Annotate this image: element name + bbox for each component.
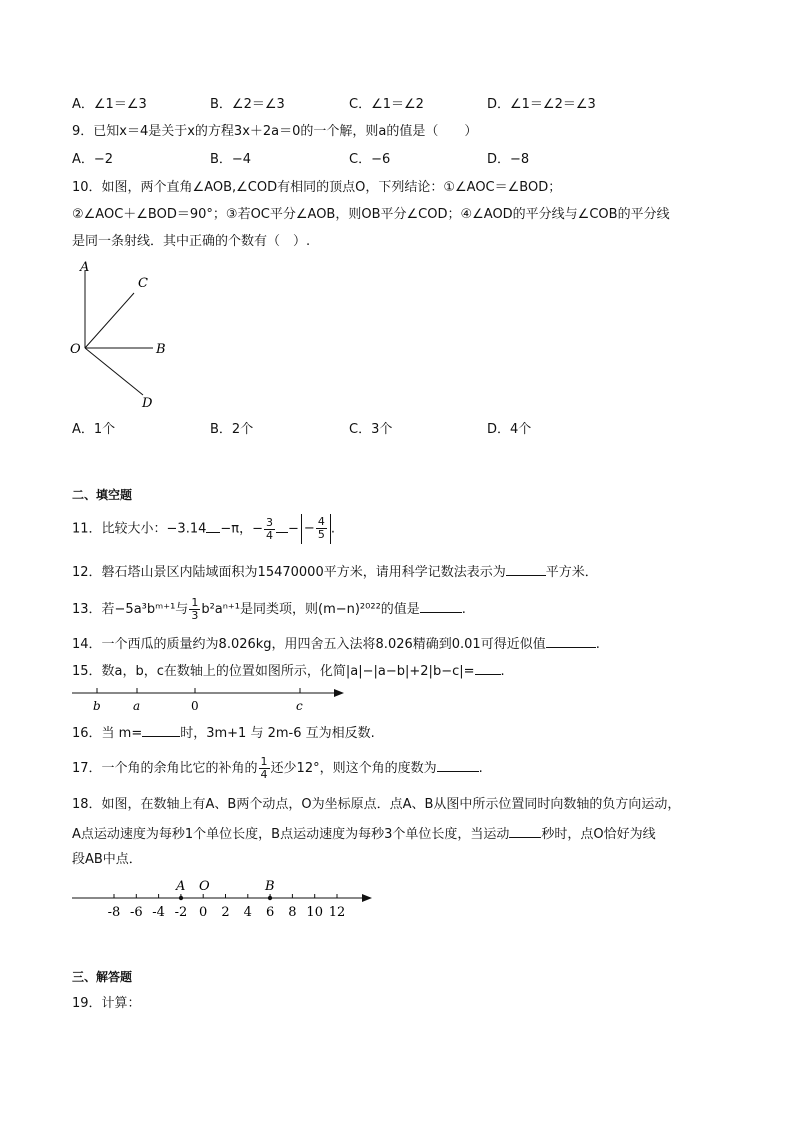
q12-stem xyxy=(72,562,598,582)
q18-number-line xyxy=(68,874,378,922)
label-point-b: B xyxy=(265,879,275,894)
q9-option-a: A．−2 xyxy=(72,152,114,167)
q11-blank-1[interactable] xyxy=(206,519,220,533)
q13-prefix: 13．若−5a³bᵐ⁺¹与 xyxy=(72,602,189,617)
q9-stem: 9．已知x＝4是关于x的方程3x＋2a＝0的一个解，则a的值是（ ） xyxy=(72,124,478,139)
q15-text: 15．数a，b，c在数轴上的位置如图所示，化简|a|−|a−b|+2|b−c|= xyxy=(72,664,475,679)
label-c: C xyxy=(138,276,148,291)
tick-label: 6 xyxy=(265,905,275,920)
tick-label: -4 xyxy=(152,905,165,920)
q17-end: . xyxy=(478,761,483,776)
q11-end: . xyxy=(330,521,335,537)
q17-fraction: $\frac{1}{4}$ xyxy=(260,755,268,781)
tick-label: 2 xyxy=(221,905,230,920)
q12-blank[interactable] xyxy=(506,562,546,576)
arrow-icon xyxy=(334,689,344,697)
label-b: B xyxy=(156,342,166,357)
q15-number-line xyxy=(68,684,348,716)
q14-blank[interactable] xyxy=(546,634,596,648)
q10-angle-figure xyxy=(64,256,184,414)
q11-prefix: 11．比较大小：−3.14 xyxy=(72,521,207,537)
q16-stem xyxy=(72,723,375,743)
tick-label: -2 xyxy=(174,905,188,920)
label-a: a xyxy=(133,699,141,713)
q9-option-d: D．−8 xyxy=(487,152,530,167)
q11-abs: − $\frac{4}{5}$ xyxy=(301,514,331,544)
q17-mid: 还少12°，则这个角的度数为 xyxy=(270,761,437,776)
q16-prefix: 16．当 m= xyxy=(72,726,143,741)
q13-mid: b²aⁿ⁺¹是同类项，则(m−n)²⁰²²的值是 xyxy=(201,602,420,617)
q18-stem-line1: 18．如图，在数轴上有A、B两个动点，O为坐标原点．点A、B从图中所示位置同时向数轴的负方向运动， xyxy=(72,797,681,812)
point-a-marker xyxy=(179,896,183,900)
label-o: O xyxy=(70,342,81,357)
q11-fraction-1: $\frac{3}{4}$ xyxy=(266,515,274,542)
q16-blank[interactable] xyxy=(142,723,180,737)
q14-text: 14．一个西瓜的质量约为8.026kg，用四舍五入法将8.026精确到0.01可得近似值 xyxy=(72,637,546,652)
q10-stem-line2: ②∠AOC＋∠BOD＝90°；③若OC平分∠AOB，则OB平分∠COD；④∠AOD的平分线与∠COB的平分线 xyxy=(72,207,670,222)
q18-blank[interactable] xyxy=(509,824,541,838)
q11-stem xyxy=(72,514,335,545)
q8-option-b: B．∠2＝∠3 xyxy=(210,97,285,112)
q10-option-a: A．1个 xyxy=(72,422,116,437)
q18-line2b: 秒时，点O恰好为线 xyxy=(541,827,656,842)
label-zero: 0 xyxy=(191,699,199,713)
q14-stem xyxy=(72,634,600,654)
label-b: b xyxy=(93,699,101,713)
q13-end: . xyxy=(461,602,466,617)
q8-option-d: D．∠1＝∠2＝∠3 xyxy=(487,97,596,112)
q13-fraction: $\frac{1}{3}$ xyxy=(191,596,199,622)
q17-blank[interactable] xyxy=(437,758,479,772)
q10-stem-line3: 是同一条射线．其中正确的个数有（ ）. xyxy=(72,234,311,249)
section-fill-in-heading: 二、填空题 xyxy=(72,488,133,502)
tick-label: -6 xyxy=(129,905,143,920)
section-answer-heading: 三、解答题 xyxy=(72,970,133,984)
point-b-marker xyxy=(268,896,272,900)
q18-line2a: A点运动速度为每秒1个单位长度，B点运动速度为每秒3个单位长度，当运动 xyxy=(72,827,510,842)
tick-label: -8 xyxy=(107,905,121,920)
q12-text: 12．磐石塔山景区内陆域面积为15470000平方米，请用科学记数法表示为 xyxy=(72,565,506,580)
q17-stem xyxy=(72,754,483,784)
q8-option-c: C．∠1＝∠2 xyxy=(349,97,424,112)
tick-label: 12 xyxy=(328,905,346,920)
q9-option-c: C．−6 xyxy=(349,152,391,167)
label-point-a: A xyxy=(176,879,186,894)
q19-stem: 19．计算： xyxy=(72,996,141,1011)
q11-blank-2[interactable] xyxy=(276,519,288,533)
label-a: A xyxy=(80,260,90,275)
q9-option-b: B．−4 xyxy=(210,152,252,167)
q15-end: . xyxy=(500,664,505,679)
q18-stem-line3: 段AB中点． xyxy=(72,852,142,867)
q13-stem xyxy=(72,595,466,625)
q10-option-b: B．2个 xyxy=(210,422,254,437)
q13-blank[interactable] xyxy=(420,599,462,613)
q17-prefix: 17．一个角的余角比它的补角的 xyxy=(72,761,258,776)
q18-stem-line2 xyxy=(72,824,656,844)
tick-label: 4 xyxy=(243,905,252,920)
q14-end: . xyxy=(595,637,600,652)
arrow-icon xyxy=(362,894,372,902)
q11-mid2: − xyxy=(288,521,299,537)
tick-label: 8 xyxy=(288,905,297,920)
label-c: c xyxy=(296,699,303,713)
q10-stem-line1: 10．如图，两个直角∠AOB,∠COD有相同的顶点O，下列结论：①∠AOC＝∠BOD； xyxy=(72,180,562,195)
ray-od xyxy=(85,348,143,395)
q15-stem xyxy=(72,661,505,681)
q16-end: 时，3m+1 与 2m-6 互为相反数. xyxy=(180,726,375,741)
q11-mid: −π，− xyxy=(220,521,264,537)
tick-label: 0 xyxy=(199,905,208,920)
tick-label: 10 xyxy=(306,905,323,920)
ray-oc xyxy=(85,293,134,348)
q8-option-a: A．∠1＝∠3 xyxy=(72,97,147,112)
label-point-o: O xyxy=(199,879,210,894)
q10-option-d: D．4个 xyxy=(487,422,532,437)
q10-option-c: C．3个 xyxy=(349,422,393,437)
q15-blank[interactable] xyxy=(475,661,501,675)
label-d: D xyxy=(142,396,153,411)
q12-end: 平方米． xyxy=(545,565,598,580)
